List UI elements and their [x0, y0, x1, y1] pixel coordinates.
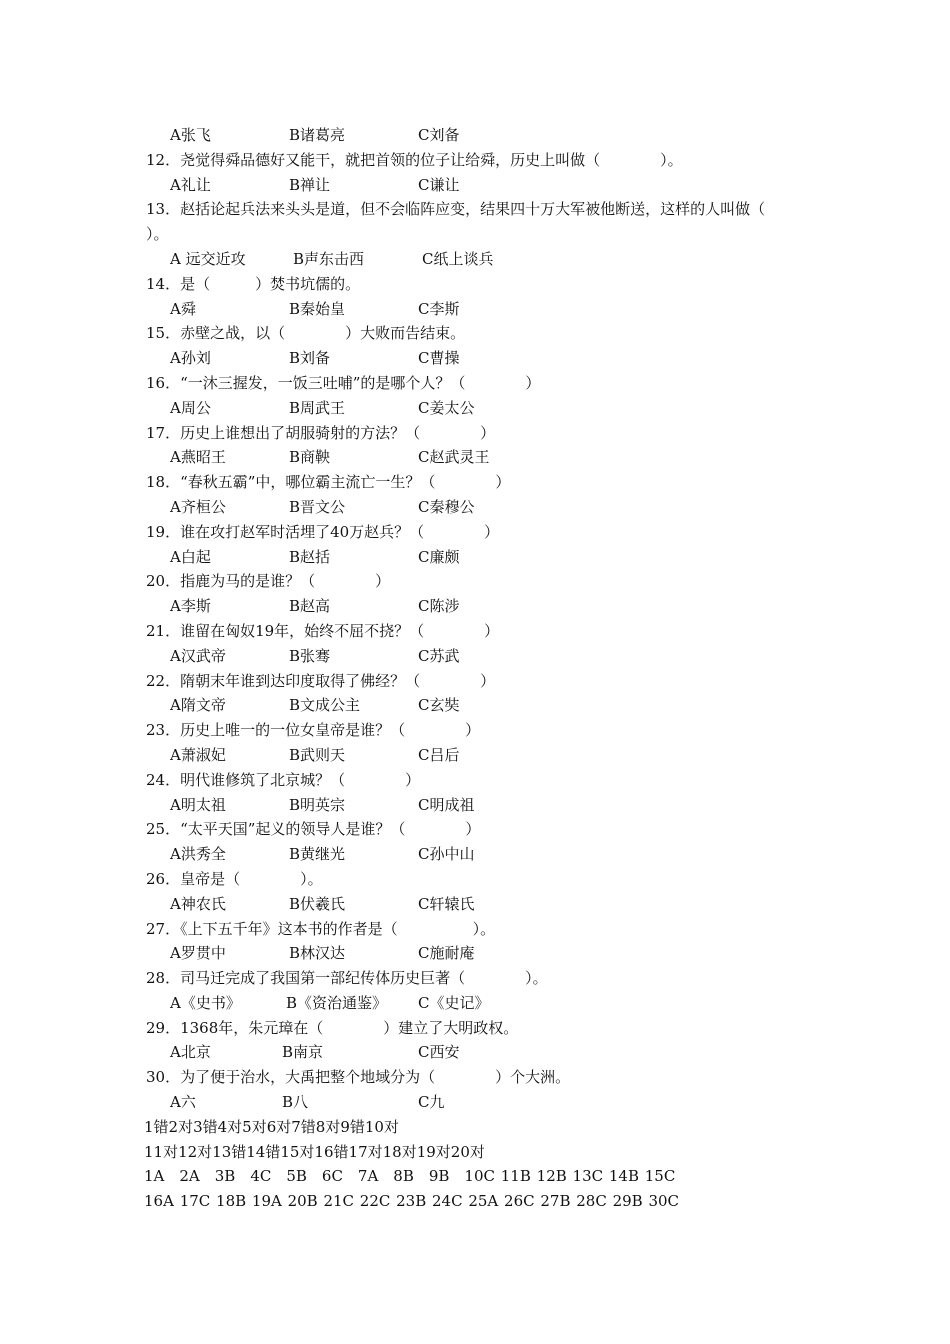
option-c: C廉颇 [418, 547, 460, 566]
options-row-24 [146, 793, 846, 818]
option-b: B武则天 [289, 745, 346, 764]
options-row-19 [146, 545, 846, 570]
option-c: C赵武灵王 [418, 448, 490, 467]
option-b: B八 [282, 1093, 309, 1112]
question-13-continuation: ）。 [146, 225, 169, 244]
question-27: 27．《上下五千年》这本书的作者是（ ）。 [146, 919, 496, 938]
question-14: 14．是（ ）焚书坑儒的。 [146, 274, 361, 293]
options-row-23 [146, 743, 846, 768]
option-b: B秦始皇 [289, 299, 346, 318]
option-b: B周武王 [289, 398, 346, 417]
question-24: 24．明代谁修筑了北京城？（ ） [146, 770, 421, 789]
options-row-25 [146, 842, 846, 867]
options-row-27 [146, 941, 846, 966]
options-row-30 [146, 1090, 846, 1115]
option-b: B赵括 [289, 547, 331, 566]
option-b: B禅让 [289, 175, 331, 194]
option-c: C曹操 [418, 349, 460, 368]
options-row-18 [146, 495, 846, 520]
option-c: C西安 [418, 1043, 460, 1062]
options-row-15 [146, 346, 846, 371]
option-c: C吕后 [418, 745, 460, 764]
options-row-26 [146, 892, 846, 917]
option-c: C明成祖 [418, 795, 475, 814]
options-row-16 [146, 396, 846, 421]
option-a: A舜 [170, 299, 196, 318]
option-a: A罗贯中 [170, 944, 226, 963]
option-b: B伏羲氏 [289, 894, 346, 913]
question-13: 13．赵括论起兵法来头头是道，但不会临阵应变，结果四十万大军被他断送，这样的人叫做（ [146, 200, 766, 219]
question-23: 23．历史上唯一的一位女皇帝是谁？（ ） [146, 721, 481, 740]
options-row-21 [146, 644, 846, 669]
option-c: C姜太公 [418, 398, 475, 417]
options-row-13 [146, 247, 846, 272]
answer-key-line-3: 1A 2A 3B 4C 5B 6C 7A 8B 9B 10C 11B 12B 13C 14B 15C [144, 1167, 676, 1186]
option-c: C九 [418, 1093, 445, 1112]
question-20: 20．指鹿为马的是谁？（ ） [146, 572, 391, 591]
option-a: A张飞 [170, 126, 211, 144]
option-c: C孙中山 [418, 845, 475, 864]
option-b: B文成公主 [289, 696, 361, 715]
option-a: A汉武帝 [170, 646, 226, 665]
option-a: A孙刘 [170, 349, 211, 368]
option-a: A六 [170, 1093, 196, 1112]
option-a: A礼让 [170, 175, 211, 194]
question-16: 16．“一沐三握发，一饭三吐哺”的是哪个人？（ ） [146, 373, 541, 392]
option-c: C轩辕氏 [418, 894, 475, 913]
option-a: A齐桓公 [170, 497, 226, 516]
option-b: B诸葛亮 [289, 126, 346, 144]
question-26: 26．皇帝是（ ）。 [146, 869, 323, 888]
option-c: C纸上谈兵 [422, 249, 494, 268]
option-b: B明英宗 [289, 795, 346, 814]
option-b: B《资治通鉴》 [286, 993, 388, 1012]
options-row-12 [146, 173, 846, 198]
option-c: C玄奘 [418, 696, 460, 715]
option-a: A周公 [170, 398, 211, 417]
option-c: C李斯 [418, 299, 460, 318]
option-a: A《史书》 [170, 993, 241, 1012]
question-12: 12．尧觉得舜品德好又能干，就把首领的位子让给舜，历史上叫做（ ）。 [146, 150, 683, 169]
option-b: B黄继光 [289, 845, 346, 864]
question-29: 29．1368年，朱元璋在（ ）建立了大明政权。 [146, 1018, 519, 1037]
option-b: B张骞 [289, 646, 331, 665]
option-a: A 远交近攻 [170, 249, 246, 268]
question-30: 30．为了便于治水，大禹把整个地域分为（ ）个大洲。 [146, 1068, 571, 1087]
question-15: 15．赤壁之战，以（ ）大败而告结束。 [146, 324, 466, 343]
answer-key-line-4: 16A 17C 18B 19A 20B 21C 22C 23B 24C 25A 26C 27B 28C 29B 30C [144, 1192, 680, 1211]
option-b: B刘备 [289, 349, 331, 368]
question-25: 25．“太平天国”起义的领导人是谁？（ ） [146, 820, 481, 839]
option-b: B南京 [282, 1043, 324, 1062]
quiz-content [146, 123, 846, 1214]
options-row-14 [146, 297, 846, 322]
option-a: A神农氏 [170, 894, 226, 913]
option-c: C施耐庵 [418, 944, 475, 963]
options-row-17 [146, 445, 846, 470]
option-c: C秦穆公 [418, 497, 475, 516]
option-a: A燕昭王 [170, 448, 226, 467]
option-c: C苏武 [418, 646, 460, 665]
option-a: A李斯 [170, 597, 211, 616]
answer-key-line-2: 11对12对13错14错15对16错17对18对19对20对 [144, 1142, 485, 1161]
option-c: C刘备 [418, 126, 460, 144]
option-a: A北京 [170, 1043, 211, 1062]
option-b: B商鞅 [289, 448, 331, 467]
question-21: 21．谁留在匈奴19年，始终不屈不挠？（ ） [146, 621, 500, 640]
options-row-29 [146, 1040, 846, 1065]
question-28: 28．司马迁完成了我国第一部纪传体历史巨著（ ）。 [146, 969, 548, 988]
option-b: B赵高 [289, 597, 331, 616]
option-b: B晋文公 [289, 497, 346, 516]
options-row-20 [146, 594, 846, 619]
answer-key-line-1: 1错2对3错4对5对6对7错8对9错10对 [144, 1117, 399, 1136]
option-a: A洪秀全 [170, 845, 226, 864]
option-a: A明太祖 [170, 795, 226, 814]
option-c: C《史记》 [418, 993, 490, 1012]
option-b: B声东击西 [293, 249, 365, 268]
option-b: B林汉达 [289, 944, 346, 963]
question-18: 18．“春秋五霸”中，哪位霸主流亡一生？（ ） [146, 473, 511, 492]
option-a: A萧淑妃 [170, 745, 226, 764]
options-row-22 [146, 693, 846, 718]
question-22: 22．隋朝末年谁到达印度取得了佛经？（ ） [146, 671, 496, 690]
options-row-28 [146, 991, 846, 1016]
question-19: 19．谁在攻打赵军时活埋了40万赵兵？（ ） [146, 522, 500, 541]
option-c: C陈涉 [418, 597, 460, 616]
option-a: A白起 [170, 547, 211, 566]
options-row-11 [146, 123, 846, 148]
question-17: 17．历史上谁想出了胡服骑射的方法？（ ） [146, 423, 496, 442]
option-c: C谦让 [418, 175, 460, 194]
option-a: A隋文帝 [170, 696, 226, 715]
